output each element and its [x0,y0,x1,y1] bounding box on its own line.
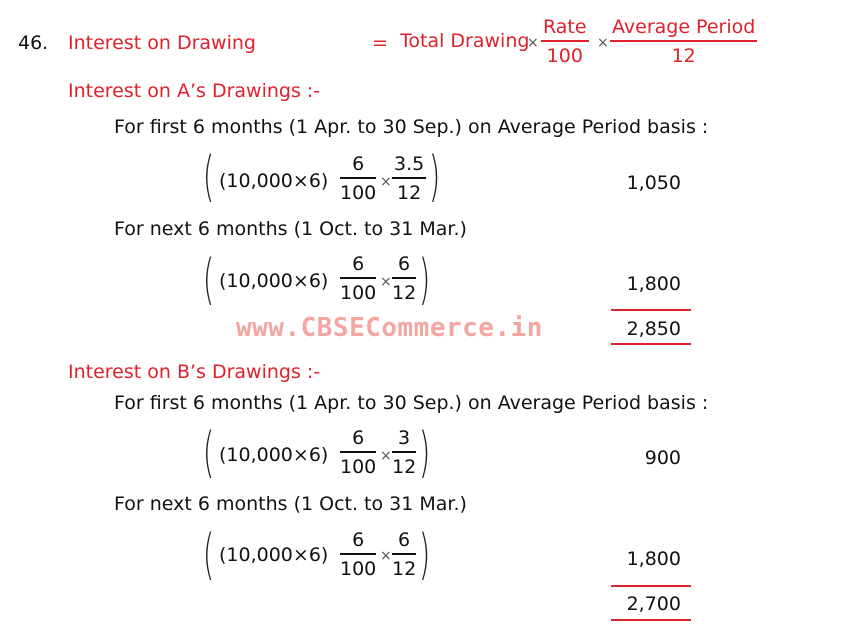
a-part2-amount: 1,800 [626,273,681,295]
b-part1-fraction-2 [392,427,416,478]
fraction-bar [392,553,416,555]
total-rule-top [611,585,691,587]
b-part2-expr: (10,000×6) [219,544,329,566]
b-part1-expr: (10,000×6) [219,444,329,466]
total-rule-bottom [611,343,691,345]
fraction-bar [392,177,426,179]
a-part2-fraction-2 [392,253,416,304]
numerator: 6 [352,427,365,449]
times-sign: × [527,35,539,51]
times-sign: × [380,448,392,464]
fraction-bar [610,40,757,42]
open-paren: ( [202,523,215,586]
a-total: 2,850 [626,318,681,340]
b-part2-amount: 1,800 [626,548,681,570]
rate-fraction [541,16,589,67]
denominator: 100 [340,181,377,204]
close-paren: ) [418,248,431,311]
fraction-bar [392,277,416,279]
times-sign: × [380,548,392,564]
a-heading: Interest on A’s Drawings :- [68,80,321,102]
equals-sign: = [372,32,388,54]
b-heading: Interest on B’s Drawings :- [68,361,321,383]
fraction-bar [340,451,376,453]
numerator: 3 [398,427,411,449]
a-part1-fraction-2 [392,153,426,204]
b-part2-fraction-1 [340,529,376,580]
period-fraction [610,16,757,67]
a-part1-amount: 1,050 [626,172,681,194]
numerator: 6 [352,529,365,551]
b-part2-fraction-2 [392,529,416,580]
numerator: 6 [398,529,411,551]
denominator: 12 [397,181,422,204]
times-sign: × [597,35,609,51]
b-part2-text: For next 6 months (1 Oct. to 31 Mar.) [114,493,467,515]
close-paren: ) [418,421,431,484]
b-part1-amount: 900 [644,447,681,469]
question-title: Interest on Drawing [68,32,256,54]
close-paren: ) [418,523,431,586]
total-rule-bottom [611,619,691,621]
numerator: 3.5 [394,153,425,175]
a-part1-expr: (10,000×6) [219,170,329,192]
rate-denominator: 100 [546,44,583,67]
denominator: 12 [392,455,417,478]
denominator: 100 [340,455,377,478]
a-part2-text: For next 6 months (1 Oct. to 31 Mar.) [114,218,467,240]
rate-numerator: Rate [543,16,587,38]
denominator: 12 [392,281,417,304]
total-rule-top [611,309,691,311]
denominator: 100 [340,557,377,580]
numerator: 6 [352,253,365,275]
fraction-bar [340,177,376,179]
open-paren: ( [202,248,215,311]
question-number: 46. [18,32,49,54]
watermark: www.CBSECommerce.in [236,313,543,343]
b-part1-fraction-1 [340,427,376,478]
numerator: 6 [352,153,365,175]
open-paren: ( [202,145,215,208]
fraction-bar [541,40,589,42]
b-part1-text: For first 6 months (1 Apr. to 30 Sep.) on Average Period basis : [114,392,709,414]
formula-lead: Total Drawing [400,30,530,52]
period-numerator: Average Period [612,16,756,38]
a-part1-fraction-1 [340,153,376,204]
a-part2-fraction-1 [340,253,376,304]
open-paren: ( [202,421,215,484]
close-paren: ) [428,145,441,208]
denominator: 100 [340,281,377,304]
denominator: 12 [392,557,417,580]
b-total: 2,700 [626,593,681,615]
times-sign: × [380,274,392,290]
numerator: 6 [398,253,411,275]
a-part2-expr: (10,000×6) [219,270,329,292]
fraction-bar [340,553,376,555]
fraction-bar [340,277,376,279]
period-denominator: 12 [671,44,696,67]
a-part1-text: For first 6 months (1 Apr. to 30 Sep.) on Average Period basis : [114,116,709,138]
times-sign: × [380,174,392,190]
fraction-bar [392,451,416,453]
